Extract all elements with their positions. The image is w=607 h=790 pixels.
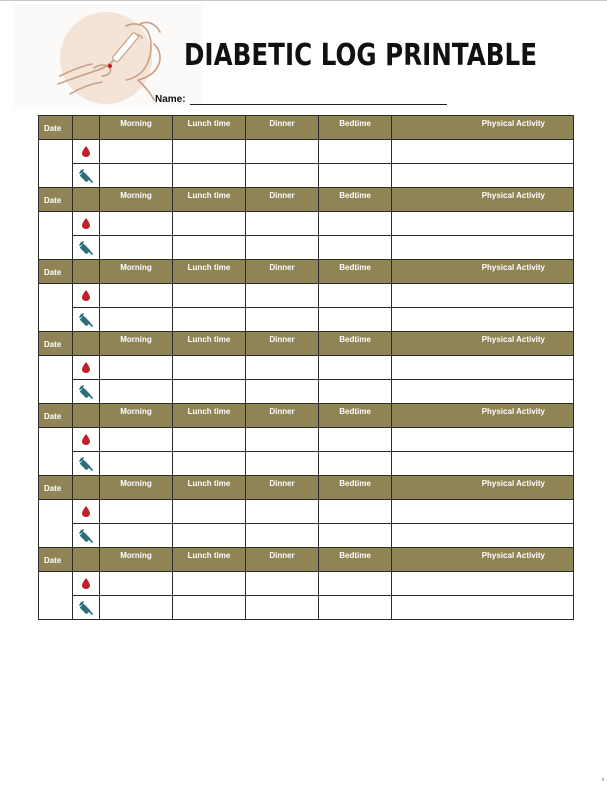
date-cell[interactable]	[39, 284, 73, 332]
entry-cell[interactable]	[100, 596, 173, 620]
entry-cell[interactable]	[246, 524, 319, 548]
entry-cell[interactable]	[319, 380, 392, 404]
insulin-row	[39, 596, 574, 620]
day-header-row	[39, 476, 574, 500]
column-header	[73, 476, 100, 500]
glucose-row	[39, 428, 574, 452]
column-header: Morning	[100, 332, 173, 356]
page-title: DIABETIC LOG PRINTABLE	[184, 38, 538, 73]
entry-cell[interactable]	[173, 524, 246, 548]
column-header: Dinner	[246, 548, 319, 572]
column-header: Physical Activity	[392, 188, 574, 212]
entry-cell[interactable]	[100, 572, 173, 596]
column-header: Lunch time	[173, 548, 246, 572]
column-header	[73, 332, 100, 356]
glucose-row	[39, 572, 574, 596]
entry-cell[interactable]	[100, 164, 173, 188]
entry-cell[interactable]	[392, 452, 574, 476]
insulin-row	[39, 452, 574, 476]
drop-shape	[82, 362, 90, 373]
glucose-row	[39, 140, 574, 164]
column-header: Bedtime	[319, 332, 392, 356]
syringe-icon	[73, 236, 100, 260]
entry-cell[interactable]	[319, 284, 392, 308]
entry-cell[interactable]	[173, 308, 246, 332]
blood-drop-icon	[73, 212, 100, 236]
entry-cell[interactable]	[246, 236, 319, 260]
entry-cell[interactable]	[319, 524, 392, 548]
diabetic-log-table	[38, 115, 574, 620]
date-cell[interactable]	[39, 356, 73, 404]
column-header: Date	[39, 332, 73, 356]
column-header: Date	[39, 548, 73, 572]
column-header: Date	[39, 476, 73, 500]
entry-cell[interactable]	[173, 164, 246, 188]
entry-cell[interactable]	[100, 428, 173, 452]
column-header: Date	[39, 260, 73, 284]
column-header: Bedtime	[319, 476, 392, 500]
day-header-row	[39, 116, 574, 140]
entry-cell[interactable]	[173, 236, 246, 260]
entry-cell[interactable]	[392, 236, 574, 260]
entry-cell[interactable]	[392, 380, 574, 404]
entry-cell[interactable]	[100, 524, 173, 548]
entry-cell[interactable]	[173, 428, 246, 452]
entry-cell[interactable]	[319, 308, 392, 332]
column-header: Morning	[100, 476, 173, 500]
drop-shape	[82, 434, 90, 445]
entry-cell[interactable]	[100, 500, 173, 524]
column-header: Dinner	[246, 332, 319, 356]
entry-cell[interactable]	[392, 212, 574, 236]
syringe-icon	[73, 380, 100, 404]
day-header-row	[39, 260, 574, 284]
insulin-row	[39, 524, 574, 548]
column-header: Dinner	[246, 116, 319, 140]
column-header: Dinner	[246, 404, 319, 428]
drop-shape	[82, 146, 90, 157]
column-header: Morning	[100, 404, 173, 428]
drop-shape	[82, 578, 90, 589]
entry-cell[interactable]	[246, 452, 319, 476]
entry-cell[interactable]	[173, 572, 246, 596]
entry-cell[interactable]	[392, 572, 574, 596]
entry-cell[interactable]	[319, 356, 392, 380]
entry-cell[interactable]	[319, 428, 392, 452]
entry-cell[interactable]	[100, 308, 173, 332]
entry-cell[interactable]	[246, 284, 319, 308]
entry-cell[interactable]	[392, 164, 574, 188]
entry-cell[interactable]	[392, 524, 574, 548]
name-input-line[interactable]	[190, 104, 447, 105]
blood-drop-icon	[73, 356, 100, 380]
entry-cell[interactable]	[173, 284, 246, 308]
column-header	[73, 116, 100, 140]
entry-cell[interactable]	[319, 212, 392, 236]
day-header-row	[39, 332, 574, 356]
column-header: Bedtime	[319, 260, 392, 284]
entry-cell[interactable]	[173, 452, 246, 476]
column-header: Physical Activity	[392, 260, 574, 284]
day-header-row	[39, 404, 574, 428]
syringe-icon	[73, 308, 100, 332]
entry-cell[interactable]	[392, 428, 574, 452]
column-header: Physical Activity	[392, 548, 574, 572]
column-header	[73, 188, 100, 212]
drop-shape	[82, 218, 90, 229]
column-header: Physical Activity	[392, 116, 574, 140]
column-header: Morning	[100, 188, 173, 212]
entry-cell[interactable]	[246, 164, 319, 188]
date-cell[interactable]	[39, 500, 73, 548]
day-header-row	[39, 548, 574, 572]
entry-cell[interactable]	[392, 500, 574, 524]
entry-cell[interactable]	[100, 236, 173, 260]
top-divider	[0, 0, 607, 1]
entry-cell[interactable]	[319, 452, 392, 476]
entry-cell[interactable]	[392, 308, 574, 332]
entry-cell[interactable]	[319, 140, 392, 164]
column-header: Lunch time	[173, 476, 246, 500]
column-header: Lunch time	[173, 116, 246, 140]
date-cell[interactable]	[39, 572, 73, 620]
entry-cell[interactable]	[246, 308, 319, 332]
day-header-row	[39, 188, 574, 212]
date-cell[interactable]	[39, 140, 73, 188]
name-label: Name:	[155, 94, 186, 105]
date-cell[interactable]	[39, 428, 73, 476]
insulin-row	[39, 236, 574, 260]
page-corner-mark	[602, 778, 604, 781]
column-header: Bedtime	[319, 548, 392, 572]
column-header: Dinner	[246, 188, 319, 212]
glucose-row	[39, 500, 574, 524]
blood-drop-icon	[73, 500, 100, 524]
entry-cell[interactable]	[173, 596, 246, 620]
column-header: Lunch time	[173, 332, 246, 356]
entry-cell[interactable]	[392, 284, 574, 308]
syringe-icon	[73, 164, 100, 188]
insulin-row	[39, 380, 574, 404]
insulin-row	[39, 164, 574, 188]
syringe-icon	[73, 452, 100, 476]
entry-cell[interactable]	[392, 596, 574, 620]
entry-cell[interactable]	[173, 140, 246, 164]
column-header	[73, 548, 100, 572]
entry-cell[interactable]	[319, 596, 392, 620]
entry-cell[interactable]	[246, 212, 319, 236]
column-header: Morning	[100, 260, 173, 284]
column-header	[73, 404, 100, 428]
entry-cell[interactable]	[173, 500, 246, 524]
entry-cell[interactable]	[319, 500, 392, 524]
entry-cell[interactable]	[100, 452, 173, 476]
blood-drop-icon	[73, 284, 100, 308]
column-header	[73, 260, 100, 284]
entry-cell[interactable]	[173, 380, 246, 404]
column-header: Date	[39, 404, 73, 428]
column-header: Physical Activity	[392, 404, 574, 428]
column-header: Lunch time	[173, 260, 246, 284]
insulin-row	[39, 308, 574, 332]
entry-cell[interactable]	[319, 236, 392, 260]
glucose-row	[39, 284, 574, 308]
column-header: Date	[39, 188, 73, 212]
entry-cell[interactable]	[100, 356, 173, 380]
column-header: Bedtime	[319, 188, 392, 212]
entry-cell[interactable]	[100, 140, 173, 164]
drop-shape	[82, 506, 90, 517]
column-header: Bedtime	[319, 404, 392, 428]
column-header: Lunch time	[173, 404, 246, 428]
logo-illustration	[14, 4, 202, 108]
entry-cell[interactable]	[392, 140, 574, 164]
entry-cell[interactable]	[246, 572, 319, 596]
entry-cell[interactable]	[100, 212, 173, 236]
blood-drop-icon	[73, 140, 100, 164]
column-header: Morning	[100, 548, 173, 572]
entry-cell[interactable]	[173, 212, 246, 236]
blood-drop-icon	[73, 428, 100, 452]
syringe-icon	[73, 596, 100, 620]
column-header: Bedtime	[319, 116, 392, 140]
date-cell[interactable]	[39, 212, 73, 260]
entry-cell[interactable]	[246, 596, 319, 620]
column-header: Dinner	[246, 260, 319, 284]
glucose-row	[39, 356, 574, 380]
entry-cell[interactable]	[319, 572, 392, 596]
column-header: Lunch time	[173, 188, 246, 212]
entry-cell[interactable]	[246, 140, 319, 164]
column-header: Morning	[100, 116, 173, 140]
entry-cell[interactable]	[100, 284, 173, 308]
entry-cell[interactable]	[319, 164, 392, 188]
glucose-row	[39, 212, 574, 236]
entry-cell[interactable]	[100, 380, 173, 404]
column-header: Date	[39, 116, 73, 140]
column-header: Physical Activity	[392, 476, 574, 500]
blood-drop-icon	[73, 572, 100, 596]
entry-cell[interactable]	[246, 380, 319, 404]
syringe-icon	[73, 524, 100, 548]
column-header: Dinner	[246, 476, 319, 500]
entry-cell[interactable]	[246, 428, 319, 452]
entry-cell[interactable]	[173, 356, 246, 380]
entry-cell[interactable]	[246, 500, 319, 524]
entry-cell[interactable]	[246, 356, 319, 380]
column-header: Physical Activity	[392, 332, 574, 356]
drop-shape	[82, 290, 90, 301]
entry-cell[interactable]	[392, 356, 574, 380]
